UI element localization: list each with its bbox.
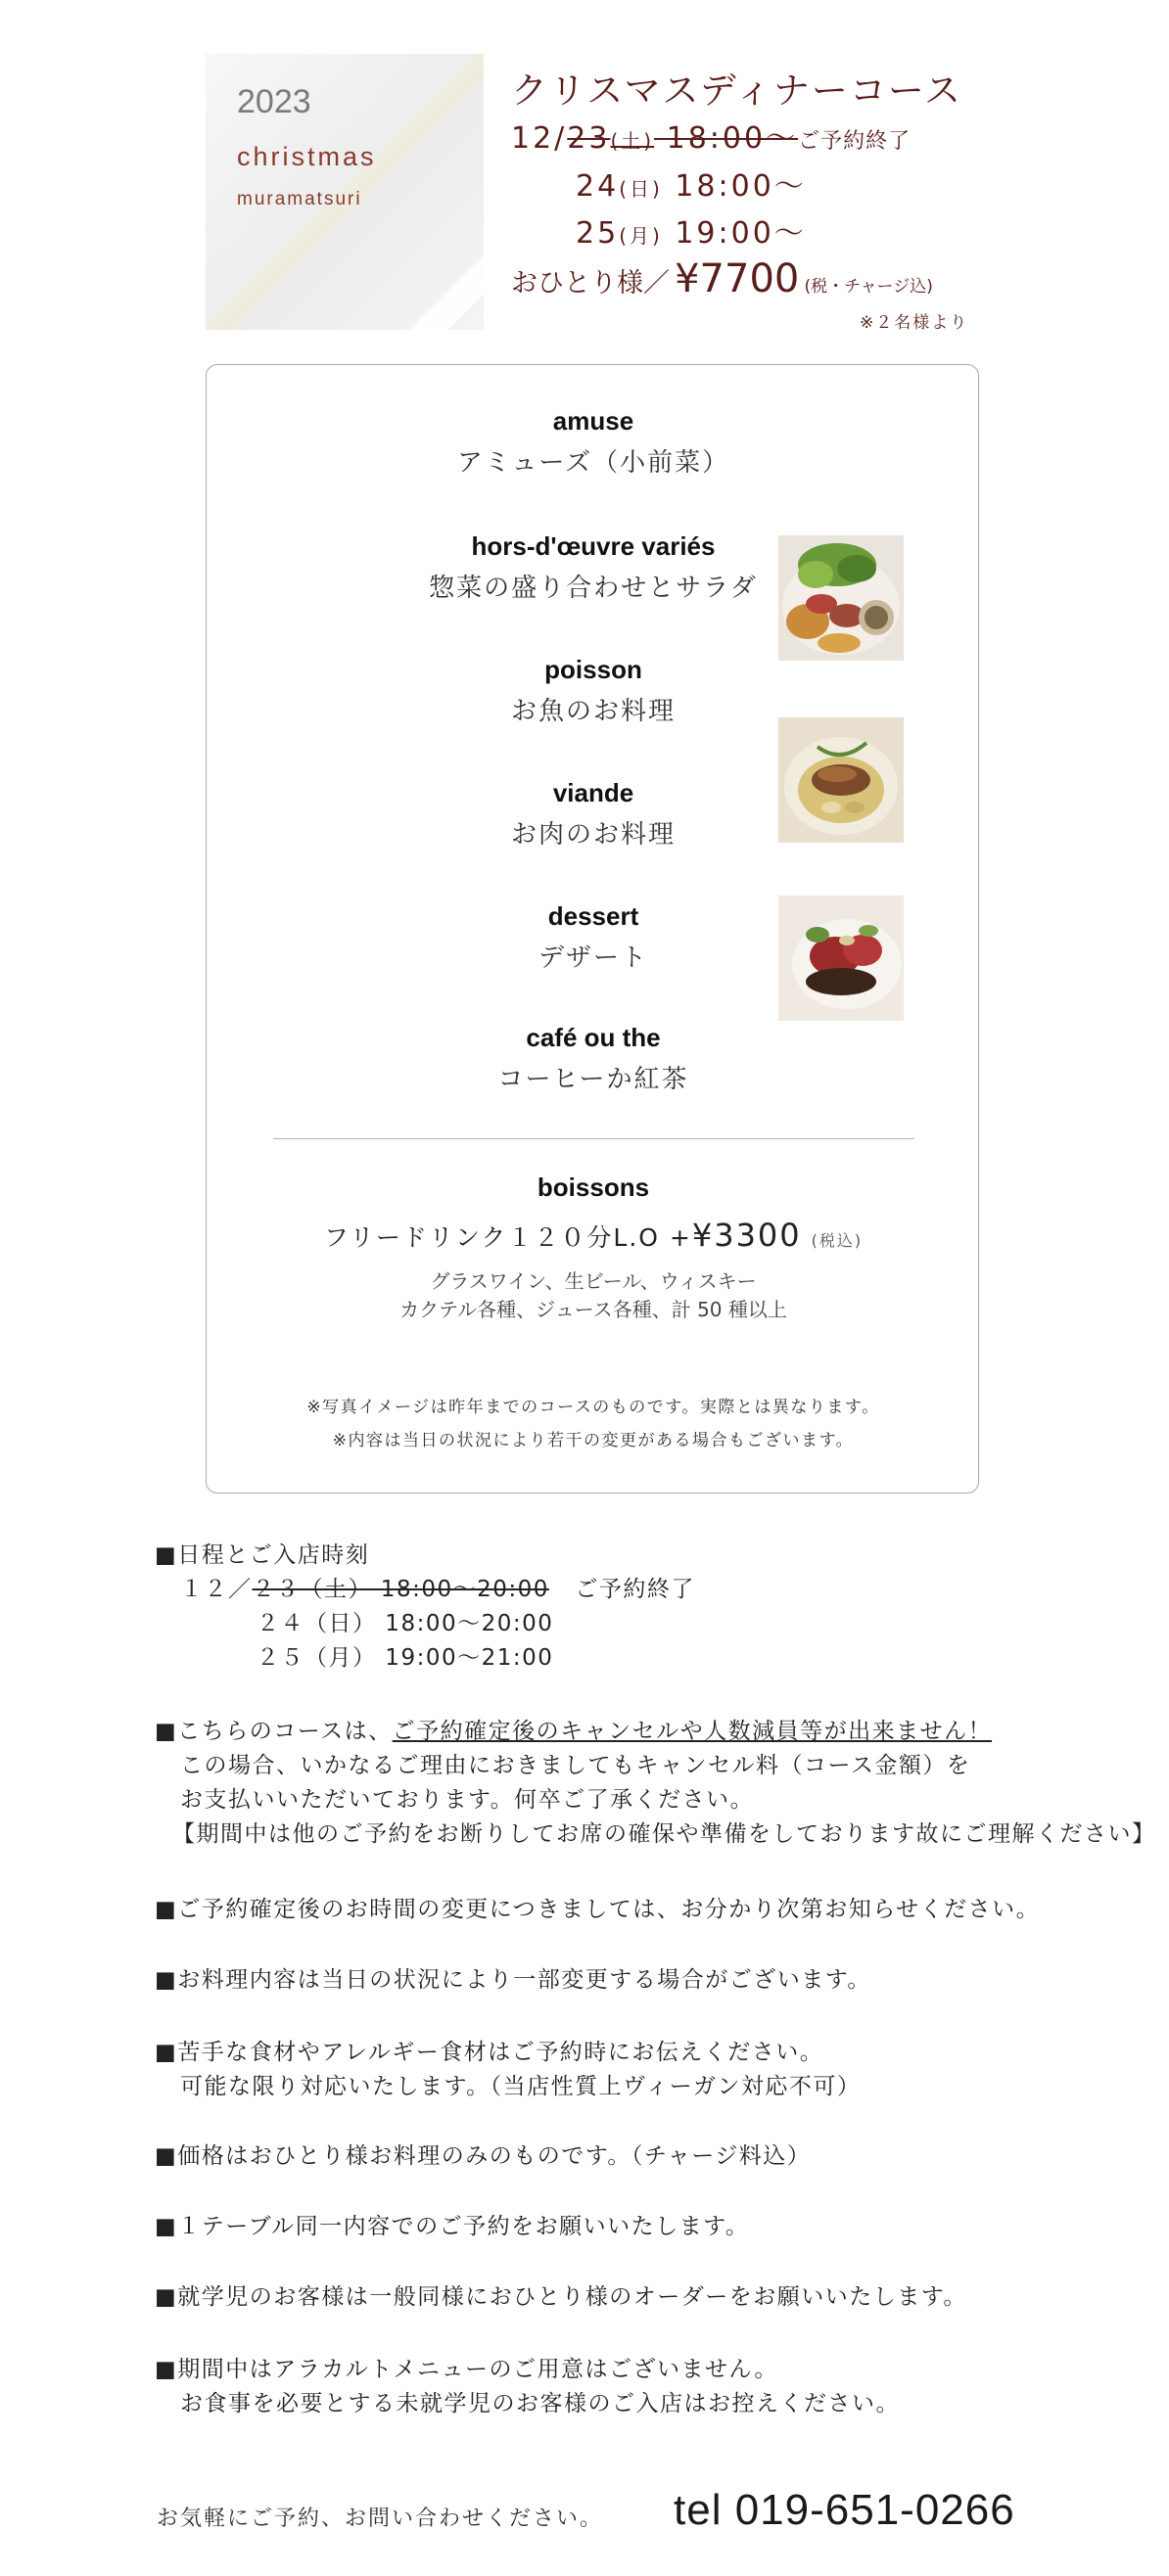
- hero-subtitle: muramatsuri: [237, 189, 362, 209]
- fish-dish-photo: [778, 717, 904, 843]
- date-month: 12/: [511, 121, 568, 156]
- date-line-23: [511, 114, 911, 157]
- time-change-note: ■ご予約確定後のお時間の変更につきましては、お分かり次第お知らせください。: [155, 1897, 1041, 1922]
- menu-divider: [273, 1138, 914, 1139]
- cancel-policy: ■こちらのコースは、ご予約確定後のキャンセルや人数減員等が出来ません！ この場合、いかなるご理由におきましてもキャンセル料（コース金額）を お支払いいただいております。何卒ご了承ください。 【期間中は他のご予約をお断りしてお席の確保や準備をしております故にご理解ください】: [155, 1719, 1156, 1847]
- price-label: おひとり様／: [511, 268, 670, 299]
- price-amount: ¥7700: [675, 256, 800, 301]
- photo-note: ※写真イメージは昨年までのコースのものです。実際とは異なります。: [306, 1398, 880, 1417]
- course-hors-doeuvre: hors-d'œuvre variés 惣菜の盛り合わせとサラダ: [429, 531, 758, 603]
- hero-title: christmas: [237, 142, 377, 171]
- contact-text: お気軽にご予約、お問い合わせください。: [157, 2507, 604, 2531]
- schedule-row-23: １２／２３（土） 18:00〜20:00 ご予約終了: [180, 1577, 695, 1602]
- beverage-title: boissons: [537, 1173, 650, 1202]
- beverage-detail: カクテル各種、ジュース各種、計 50 種以上: [399, 1298, 787, 1321]
- minimum-guests-note: ※２名様より: [860, 313, 969, 333]
- course-poisson: poisson お魚のお料理: [510, 655, 676, 726]
- hero-year: 2023: [237, 83, 311, 120]
- cancel-warning: ご予約確定後のキャンセルや人数減員等が出来ません！: [392, 1719, 993, 1744]
- hero-stripe: [274, 105, 484, 330]
- student-note: ■就学児のお客様は一般同様におひとり様のオーダーをお願いいたします。: [155, 2284, 967, 2310]
- phone-number[interactable]: tel 019-651-0266: [674, 2486, 1015, 2534]
- content-note: ※内容は当日の状況により若干の変更がある場合もございます。: [332, 1431, 855, 1450]
- allergy-note: ■苦手な食材やアレルギー食材はご予約時にお伝えください。 可能な限り対応いたします。（当店性質上ヴィーガン対応不可）: [155, 2040, 862, 2099]
- content-change-note: ■お料理内容は当日の状況により一部変更する場合がございます。: [155, 1967, 871, 1993]
- beverage-section: [207, 1173, 980, 1322]
- schedule-heading: ■日程とご入店時刻: [155, 1542, 370, 1568]
- schedule-section: [155, 1539, 695, 1676]
- hero-card: [206, 54, 484, 330]
- table-note: ■１テーブル同一内容でのご予約をお願いいたします。: [155, 2214, 750, 2239]
- course-cafe: café ou the コーヒーか紅茶: [497, 1023, 689, 1094]
- schedule-row-25: ２５（月） 19:00〜21:00: [257, 1645, 554, 1671]
- beverage-detail: グラスワイン、生ビール、ウィスキー: [430, 1269, 757, 1293]
- date-struck: 23(土) 18:00〜: [567, 121, 799, 156]
- price-note: ■価格はおひとり様お料理のみのものです。（チャージ料込）: [155, 2143, 812, 2169]
- course-viande: viande お肉のお料理: [510, 778, 676, 850]
- course-title: クリスマスディナーコース: [511, 69, 962, 112]
- course-amuse: amuse アミューズ（小前菜）: [456, 406, 730, 478]
- date-line-25: 25(月) 19:00〜: [576, 216, 807, 251]
- course-dessert: dessert デザート: [538, 901, 648, 973]
- date-line-24: 24(日) 18:00〜: [576, 169, 807, 204]
- menu-box: [206, 364, 979, 1494]
- free-drink-price: ¥3300: [691, 1217, 802, 1254]
- price-line: [511, 256, 933, 301]
- alacarte-note: ■期間中はアラカルトメニューのご用意はございません。 お食事を必要とする未就学児のお客様のご入店はお控えください。: [155, 2357, 900, 2416]
- price-tax-note: (税・チャージ込): [804, 277, 933, 297]
- salad-photo: [778, 535, 904, 661]
- schedule-row-24: ２４（日） 18:00〜20:00: [257, 1611, 554, 1636]
- meat-dish-photo: [778, 896, 904, 1021]
- reservation-closed-label: ご予約終了: [798, 129, 912, 154]
- free-drink-line: フリードリンク１２０分L.O +¥3300 (税込): [323, 1217, 864, 1254]
